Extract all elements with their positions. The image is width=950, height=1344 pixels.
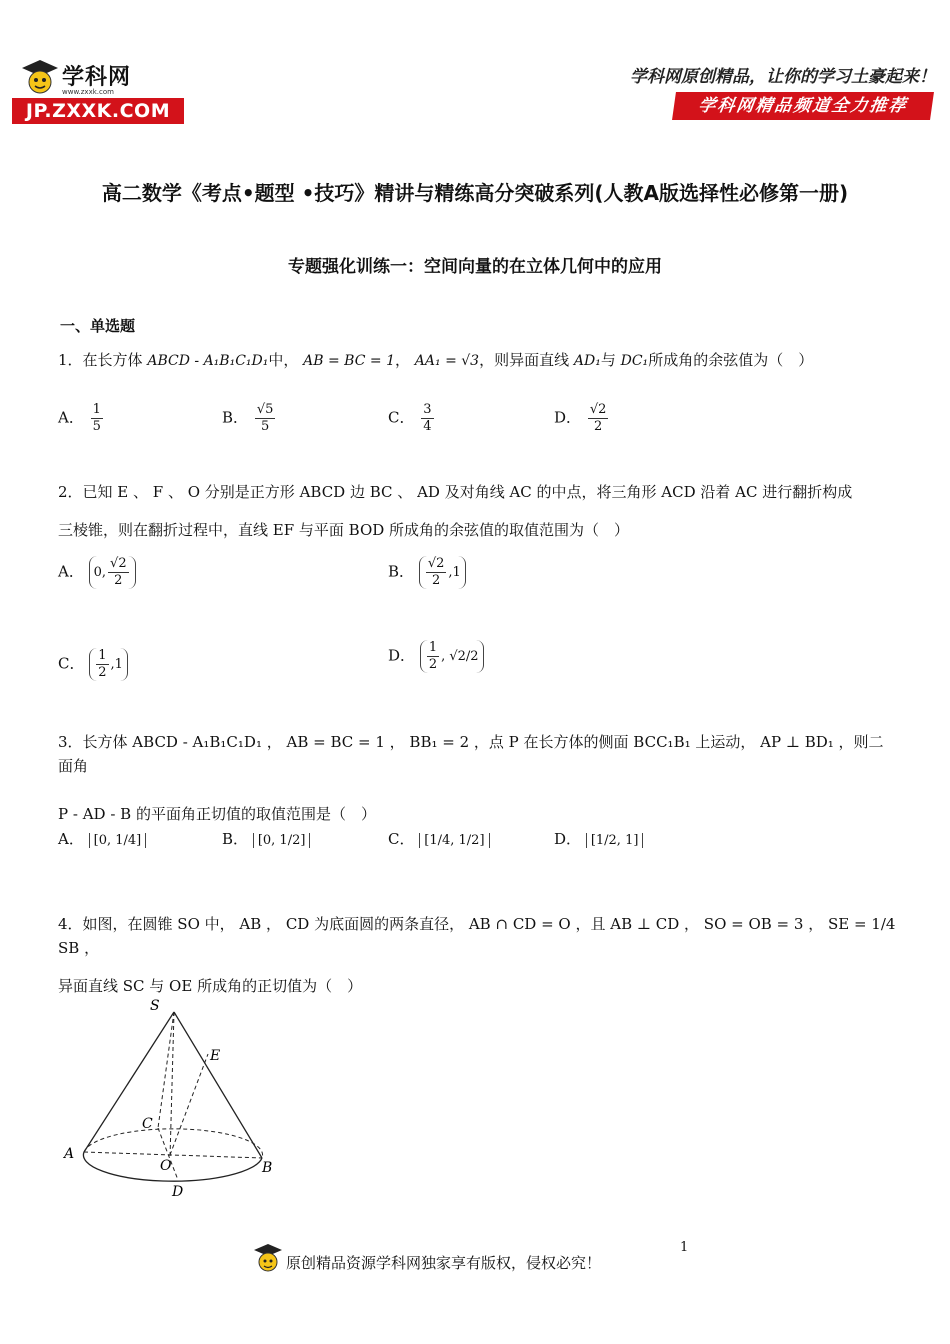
- q2-option-c[interactable]: C． $\frac{1}{2}$ ,1: [58, 648, 128, 681]
- cone-figure: [60, 990, 290, 1200]
- label-b: B: [262, 1160, 273, 1176]
- footer-copyright: 原创精品资源学科网独家享有版权，侵权必究！: [286, 1254, 602, 1272]
- label-d: D: [172, 1184, 184, 1200]
- q3-option-a[interactable]: A． [0, 1/4]: [58, 828, 146, 849]
- logo-url: www.zxxk.com: [62, 88, 114, 96]
- slogan: 学科网原创精品，让你的学习土豪起来！: [630, 67, 936, 87]
- label-e: E: [210, 1048, 221, 1064]
- question-3: 3．长方体 ABCD - A₁B₁C₁D₁ ， AB = BC = 1 ， BB₁ = 2 ，点 P 在长方体的侧面 BCC₁B₁ 上运动， AP ⊥ BD₁ ，则二面角 P - AD - B 的平面角正切值的取值范围是（ ）: [58, 733, 884, 823]
- line-ab: [84, 1152, 262, 1158]
- line-sa: [84, 1012, 174, 1152]
- logo-text: 学科网: [62, 65, 132, 90]
- question-4: 4．如图，在圆锥 SO 中， AB ， CD 为底面圆的两条直径， AB ∩ CD = O ，且 AB ⊥ CD ， SO = OB = 3 ， SE = 1/4 SB ， 异面直线 SC 与 OE 所成角的正切值为（ ）: [58, 915, 896, 995]
- recommend-banner[interactable]: 学科网精品频道全力推荐: [672, 92, 934, 120]
- base-back-arc: [84, 1129, 263, 1158]
- page-title: 高二数学《考点•题型 •技巧》精讲与精练高分突破系列(人教A版选择性必修第一册): [101, 181, 849, 205]
- label-c: C: [142, 1116, 153, 1132]
- page-number: 1: [680, 1240, 689, 1255]
- question-2: 2．已知 E 、 F 、 O 分别是正方形 ABCD 边 BC 、 AD 及对角线 AC 的中点，将三角形 ACD 沿着 AC 进行翻折构成 三棱锥，则在翻折过程中，直线 EF 与平面 BOD 所成角的余弦值的取值范围为（ ）: [58, 483, 853, 539]
- line-oe: [170, 1054, 208, 1155]
- q3-option-d[interactable]: D． [1/2, 1]: [554, 828, 643, 849]
- question-1: 1．在长方体 ABCD - A₁B₁C₁D₁中， AB = BC = 1， AA₁ = √3，则异面直线 AD₁与 DC₁所成角的余弦值为（ ）: [58, 351, 814, 369]
- q1-option-b[interactable]: B． $\frac{√5}{5}$: [222, 402, 274, 434]
- q2-option-a[interactable]: A． 0, $\frac{√2}{2}$: [58, 556, 136, 589]
- q1-option-d[interactable]: D． $\frac{√2}{2}$: [554, 402, 607, 434]
- logo-banner: JP.ZXXK.COM: [12, 98, 184, 124]
- section-heading: 一、单选题: [60, 317, 136, 335]
- footer-mascot-icon: [252, 1242, 284, 1278]
- page-subtitle: 专题强化训练一：空间向量的在立体几何中的应用: [288, 257, 662, 277]
- label-o: O: [160, 1158, 172, 1174]
- site-logo[interactable]: [12, 58, 192, 128]
- q3-option-b[interactable]: B． [0, 1/2]: [222, 828, 310, 849]
- label-s: S: [150, 998, 160, 1014]
- q1-option-c[interactable]: C． $\frac{3}{4}$: [388, 402, 432, 434]
- q2-option-d[interactable]: D． $\frac{1}{2}$ , √2/2: [388, 640, 484, 673]
- q3-option-c[interactable]: C． [1/4, 1/2]: [388, 828, 490, 849]
- base-front-arc: [83, 1152, 262, 1181]
- q2-option-b[interactable]: B． $\frac{√2}{2}$ ,1: [388, 556, 466, 589]
- mascot-icon: [16, 58, 60, 100]
- q1-option-a[interactable]: A． $\frac{1}{5}$: [58, 402, 101, 434]
- line-sb: [174, 1012, 262, 1158]
- label-a: A: [64, 1146, 75, 1162]
